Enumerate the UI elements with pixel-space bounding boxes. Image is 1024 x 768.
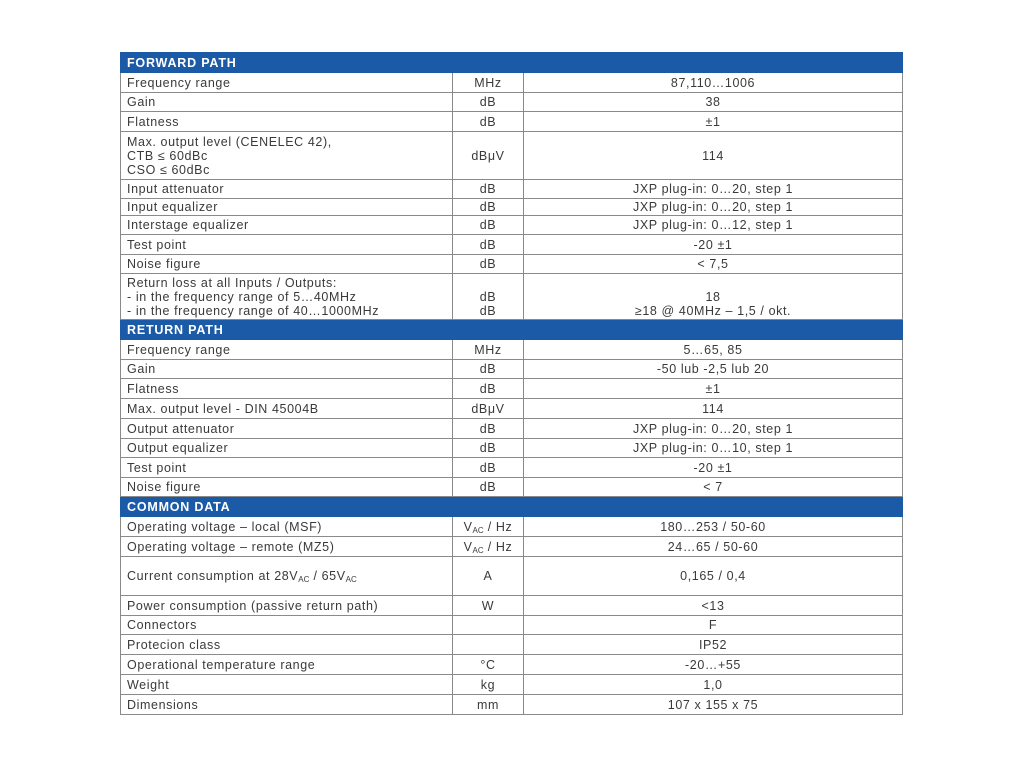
section-header-return (121, 320, 903, 340)
table-row (121, 537, 903, 557)
table-row (121, 439, 903, 458)
table-row (121, 635, 903, 655)
param-cell: Flatness (121, 379, 453, 399)
unit-cell: dB (453, 180, 524, 199)
table-row (121, 255, 903, 274)
unit-cell (453, 517, 524, 537)
table-row (121, 216, 903, 235)
value-cell: 114 (524, 399, 903, 419)
value-cell: -20 ±1 (524, 235, 903, 255)
param-cell: Max. output level - DIN 45004B (121, 399, 453, 419)
value-cell: 24…65 / 50-60 (524, 537, 903, 557)
value-cell: 1,0 (524, 675, 903, 695)
unit-cell: MHz (453, 340, 524, 360)
value-cell: 107 x 155 x 75 (524, 695, 903, 715)
param-cell: Operational temperature range (121, 655, 453, 675)
param-cell: Power consumption (passive return path) (121, 596, 453, 616)
section-title: COMMON DATA (121, 497, 903, 517)
value-cell: 38 (524, 93, 903, 112)
table-row (121, 180, 903, 199)
unit-cell: MHz (453, 73, 524, 93)
param-cell: Protecion class (121, 635, 453, 655)
section-header-forward (121, 53, 903, 73)
table-row (121, 419, 903, 439)
param-subscript-b: AC (345, 575, 357, 584)
unit-cell (453, 537, 524, 557)
table-row (121, 235, 903, 255)
param-cell: Gain (121, 93, 453, 112)
value-cell: -20…+55 (524, 655, 903, 675)
table-row (121, 655, 903, 675)
param-cell: Output attenuator (121, 419, 453, 439)
table-row (121, 675, 903, 695)
param-cell: Frequency range (121, 73, 453, 93)
param-cell: Test point (121, 458, 453, 478)
table-row (121, 93, 903, 112)
table-row (121, 458, 903, 478)
table-row (121, 274, 903, 320)
param-cell: Test point (121, 235, 453, 255)
section-header-common (121, 497, 903, 517)
param-subscript-a: AC (298, 575, 310, 584)
unit-cell: dB (453, 216, 524, 235)
param-cell: Connectors (121, 616, 453, 635)
value-cell: -50 lub -2,5 lub 20 (524, 360, 903, 379)
value-cell: 87,110…1006 (524, 73, 903, 93)
table-row (121, 73, 903, 93)
section-title: FORWARD PATH (121, 53, 903, 73)
param-cell: Input equalizer (121, 199, 453, 216)
value-cell: ±1 (524, 379, 903, 399)
unit-cell: dB (453, 360, 524, 379)
param-text-b: / 65V (309, 569, 346, 583)
unit-cell: dBμV (453, 399, 524, 419)
unit-cell: kg (453, 675, 524, 695)
unit-cell: dB (453, 478, 524, 497)
param-cell: Output equalizer (121, 439, 453, 458)
value-cell: 5…65, 85 (524, 340, 903, 360)
unit-cell: dB (453, 93, 524, 112)
unit-main: V (463, 539, 473, 554)
param-cell: Operating voltage – local (MSF) (121, 517, 453, 537)
table-row (121, 517, 903, 537)
table-row (121, 695, 903, 715)
param-cell: Return loss at all Inputs / Outputs: - in the frequency range of 5…40MHz - in the frequency range of 40…1000MHz (121, 274, 453, 320)
value-cell: 0,165 / 0,4 (524, 557, 903, 596)
spec-table (120, 52, 903, 715)
unit-cell (453, 635, 524, 655)
value-cell: JXP plug-in: 0…20, step 1 (524, 199, 903, 216)
unit-subscript: AC (472, 545, 484, 555)
param-cell: Flatness (121, 112, 453, 132)
section-title: RETURN PATH (121, 320, 903, 340)
unit-cell: dB (453, 379, 524, 399)
value-cell: JXP plug-in: 0…20, step 1 (524, 180, 903, 199)
value-cell: <13 (524, 596, 903, 616)
unit-cell: dB (453, 419, 524, 439)
unit-main: V (463, 519, 473, 534)
table-row (121, 199, 903, 216)
value-cell: IP52 (524, 635, 903, 655)
value-cell: < 7,5 (524, 255, 903, 274)
table-row (121, 132, 903, 180)
value-cell: JXP plug-in: 0…20, step 1 (524, 419, 903, 439)
unit-cell: dB (453, 458, 524, 478)
param-cell (121, 557, 453, 596)
param-cell: Noise figure (121, 478, 453, 497)
param-cell: Gain (121, 360, 453, 379)
param-cell: Operating voltage – remote (MZ5) (121, 537, 453, 557)
unit-cell: dBμV (453, 132, 524, 180)
table-row (121, 557, 903, 596)
table-row (121, 379, 903, 399)
unit-cell: dB (453, 235, 524, 255)
unit-cell: mm (453, 695, 524, 715)
param-cell: Dimensions (121, 695, 453, 715)
table-row (121, 360, 903, 379)
unit-cell: A (453, 557, 524, 596)
unit-rest: / Hz (483, 539, 513, 554)
param-text-a: Current consumption at 28V (127, 569, 299, 583)
value-cell: 18 ≥18 @ 40MHz – 1,5 / okt. (524, 274, 903, 320)
table-row (121, 399, 903, 419)
value-cell: JXP plug-in: 0…10, step 1 (524, 439, 903, 458)
unit-cell: dB (453, 255, 524, 274)
unit-cell: dB dB (453, 274, 524, 320)
value-cell: 114 (524, 132, 903, 180)
unit-cell: dB (453, 199, 524, 216)
value-cell: ±1 (524, 112, 903, 132)
table-row (121, 478, 903, 497)
unit-cell (453, 616, 524, 635)
param-cell: Weight (121, 675, 453, 695)
unit-cell: dB (453, 112, 524, 132)
value-cell: 180…253 / 50-60 (524, 517, 903, 537)
table-row (121, 616, 903, 635)
value-cell: < 7 (524, 478, 903, 497)
unit-subscript: AC (472, 525, 484, 535)
table-row (121, 340, 903, 360)
table-row (121, 112, 903, 132)
value-cell: JXP plug-in: 0…12, step 1 (524, 216, 903, 235)
value-cell: -20 ±1 (524, 458, 903, 478)
unit-cell: °C (453, 655, 524, 675)
unit-cell: W (453, 596, 524, 616)
unit-cell: dB (453, 439, 524, 458)
param-cell: Interstage equalizer (121, 216, 453, 235)
param-cell: Max. output level (CENELEC 42), CTB ≤ 60dBc CSO ≤ 60dBc (121, 132, 453, 180)
param-cell: Noise figure (121, 255, 453, 274)
value-cell: F (524, 616, 903, 635)
param-cell: Input attenuator (121, 180, 453, 199)
table-row (121, 596, 903, 616)
unit-rest: / Hz (483, 519, 513, 534)
param-cell: Frequency range (121, 340, 453, 360)
